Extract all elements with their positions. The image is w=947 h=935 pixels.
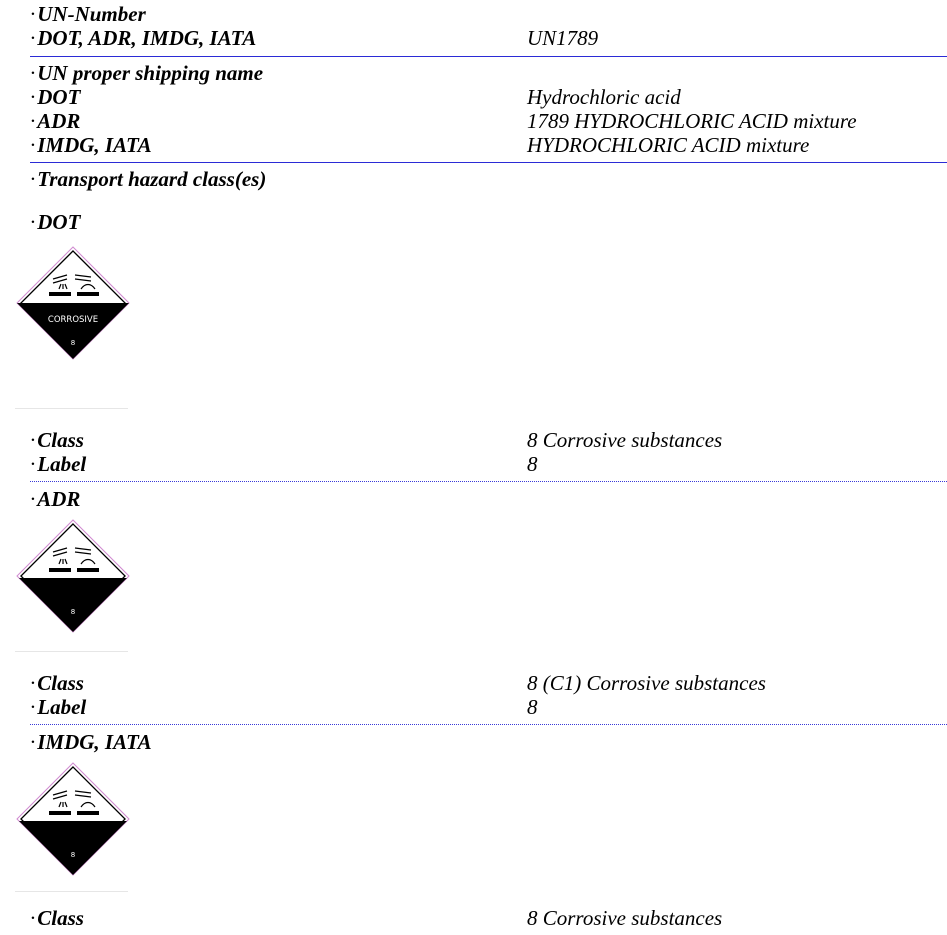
imdg-title: ·IMDG, IATA bbox=[30, 730, 152, 754]
adr-label-label: ·Label bbox=[30, 695, 87, 719]
placard-baseline bbox=[15, 651, 128, 652]
subsection-divider bbox=[30, 481, 947, 482]
placard-baseline bbox=[15, 891, 128, 892]
shipping-name-imdg-label: ·IMDG, IATA bbox=[30, 133, 152, 157]
shipping-name-dot-label: ·DOT bbox=[30, 85, 81, 109]
adr-label-value: 8 bbox=[527, 695, 538, 719]
dot-class-label: ·Class bbox=[30, 428, 84, 452]
shipping-name-heading: ·UN proper shipping name bbox=[30, 61, 264, 85]
imdg-class-label: ·Class bbox=[30, 906, 84, 930]
placard-number: 8 bbox=[70, 851, 76, 859]
hazard-heading: ·Transport hazard class(es) bbox=[30, 167, 267, 191]
placard-text: CORROSIVE bbox=[47, 315, 99, 325]
adr-title: ·ADR bbox=[30, 487, 81, 511]
dot-label-label: ·Label bbox=[30, 452, 87, 476]
shipping-name-imdg-value: HYDROCHLORIC ACID mixture bbox=[527, 133, 810, 157]
subsection-divider bbox=[30, 724, 947, 725]
placard-baseline bbox=[15, 408, 128, 409]
imdg-class-value: 8 Corrosive substances bbox=[527, 906, 723, 930]
adr-class-value: 8 (C1) Corrosive substances bbox=[527, 671, 766, 695]
placard-number: 8 bbox=[70, 339, 76, 347]
shipping-name-dot-value: Hydrochloric acid bbox=[527, 85, 681, 109]
shipping-name-adr-value: 1789 HYDROCHLORIC ACID mixture bbox=[527, 109, 857, 133]
corrosive-placard-icon bbox=[15, 245, 131, 361]
section-divider bbox=[30, 56, 947, 57]
corrosive-placard-icon bbox=[15, 761, 131, 877]
dot-class-value: 8 Corrosive substances bbox=[527, 428, 723, 452]
un-number-heading: ·UN-Number bbox=[30, 2, 146, 26]
section-divider bbox=[30, 162, 947, 163]
un-number-label: ·DOT, ADR, IMDG, IATA bbox=[30, 26, 257, 50]
placard-number: 8 bbox=[70, 608, 76, 616]
un-number-value: UN1789 bbox=[527, 26, 599, 50]
dot-title: ·DOT bbox=[30, 210, 81, 234]
shipping-name-adr-label: ·ADR bbox=[30, 109, 81, 133]
corrosive-placard-icon bbox=[15, 518, 131, 634]
dot-label-value: 8 bbox=[527, 452, 538, 476]
adr-class-label: ·Class bbox=[30, 671, 84, 695]
